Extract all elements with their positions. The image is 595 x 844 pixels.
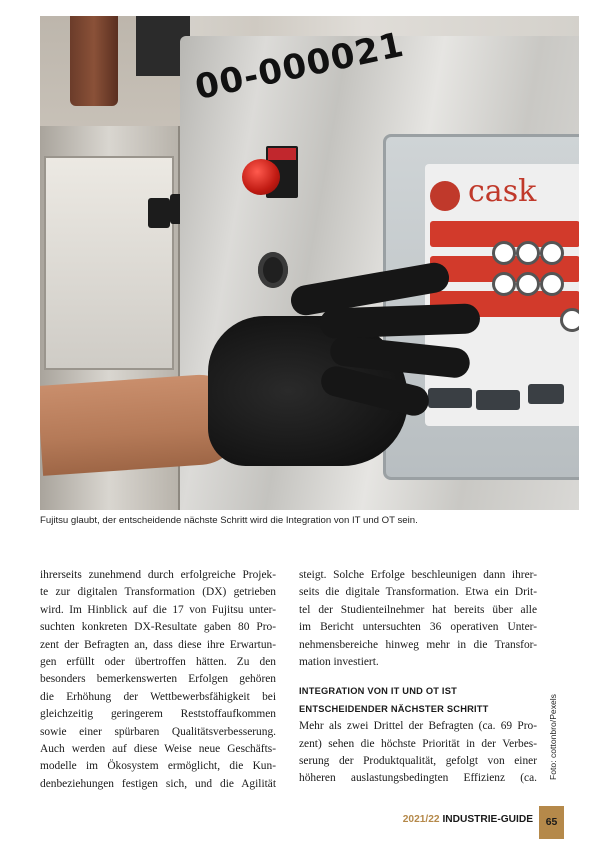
text-line: höheren auslastungsbedingten Effizienz (ca. <box>299 772 537 785</box>
section-subheading: INTEGRATION VON IT UND OT IST <box>299 686 457 697</box>
text-line: Mehr als zwei Drittel der Befragten (ca. 69 Pro- <box>299 720 537 733</box>
text-line: wird. Im Hinblick auf die 17 von Fujitsu unter- <box>40 603 276 616</box>
page-number: 65 <box>539 806 564 839</box>
text-line: im Bericht untersuchten 36 operativen Unter- <box>299 621 537 634</box>
machine-window <box>44 156 174 370</box>
text-line: steigt. Solche Erfolge beschleunigen dann ihrer- <box>299 569 537 581</box>
photo-credit: Foto: cottonbro/Pexels <box>548 694 558 780</box>
emergency-stop-label <box>268 148 296 160</box>
screen-dial <box>540 241 564 265</box>
screen-status-button <box>428 388 472 408</box>
screen-dial <box>516 272 540 296</box>
text-line: mation investiert. <box>299 656 379 669</box>
text-line: sowie einer spürbaren Qualitätsverbesserung. <box>40 725 276 738</box>
text-line: seits die digitale Transformation. Etwa ein Drit- <box>299 586 537 599</box>
text-line: die Erhöhung der Wettbewerbsfähigkeit bei <box>40 690 276 703</box>
text-line: gen erfüllt oder übertroffen hätten. Zu den <box>40 656 276 669</box>
background-jar <box>70 16 118 106</box>
text-line: Auch werden auf diese Weise neue Geschäfts- <box>40 743 276 756</box>
text-line: zent) sehen die höchste Priorität in der Verbes- <box>299 737 537 750</box>
text-line: besonders bemerkenswerten Erfolgen gehören <box>40 673 276 686</box>
text-line: modelle im Ökosystem ermöglicht, die Kun- <box>40 760 276 773</box>
text-line: serung der Produktqualität, gefolgt von einer <box>299 755 537 768</box>
text-line: zent der Befragten an, dass diese ihre Erwartun- <box>40 638 276 651</box>
article-photo <box>40 16 579 510</box>
screen-fill-button <box>528 384 564 404</box>
body-column-left <box>40 567 276 793</box>
screen-dial <box>540 272 564 296</box>
text-line: denbeziehungen festigen sich, und die Agilität <box>40 777 276 790</box>
screen-metrics-button <box>476 390 520 410</box>
text-line: gleichzeitig geringerem Reststoffaufkommen <box>40 708 276 721</box>
emergency-stop-button <box>242 159 280 195</box>
photo-caption: Fujitsu glaubt, der entscheidende nächste Schritt wird die Integration von IT und OT sein. <box>40 515 418 526</box>
text-line: ihrerseits zunehmend durch erfolgreiche Projek- <box>40 569 276 581</box>
screen-dial <box>492 272 516 296</box>
screen-logo-icon <box>430 181 460 211</box>
text-line: te zur digitalen Transformation (DX) getrieben <box>40 586 276 599</box>
text-line: suchten konkreten DX-Resultate gaben 80 Pro- <box>40 621 276 634</box>
door-hinge <box>148 198 170 228</box>
body-column-right <box>299 567 537 788</box>
screen-dial <box>560 308 579 332</box>
screen-dial <box>492 241 516 265</box>
glove-finger <box>320 303 481 339</box>
serial-number: 00-000021 <box>191 24 408 109</box>
section-subheading: ENTSCHEIDENDER NÄCHSTER SCHRITT <box>299 703 489 714</box>
page-footer <box>360 814 533 825</box>
screen-brand: cask <box>468 174 537 209</box>
footer-publication: INDUSTRIE-GUIDE <box>442 814 533 825</box>
reset-button <box>258 252 288 288</box>
footer-year: 2021/22 <box>402 814 440 825</box>
text-line: nehmensbereiche hinweg mehr in die Transfor- <box>299 638 537 651</box>
text-line: tel der Studienteilnehmer hat bereits über alle <box>299 603 537 616</box>
screen-dial <box>516 241 540 265</box>
